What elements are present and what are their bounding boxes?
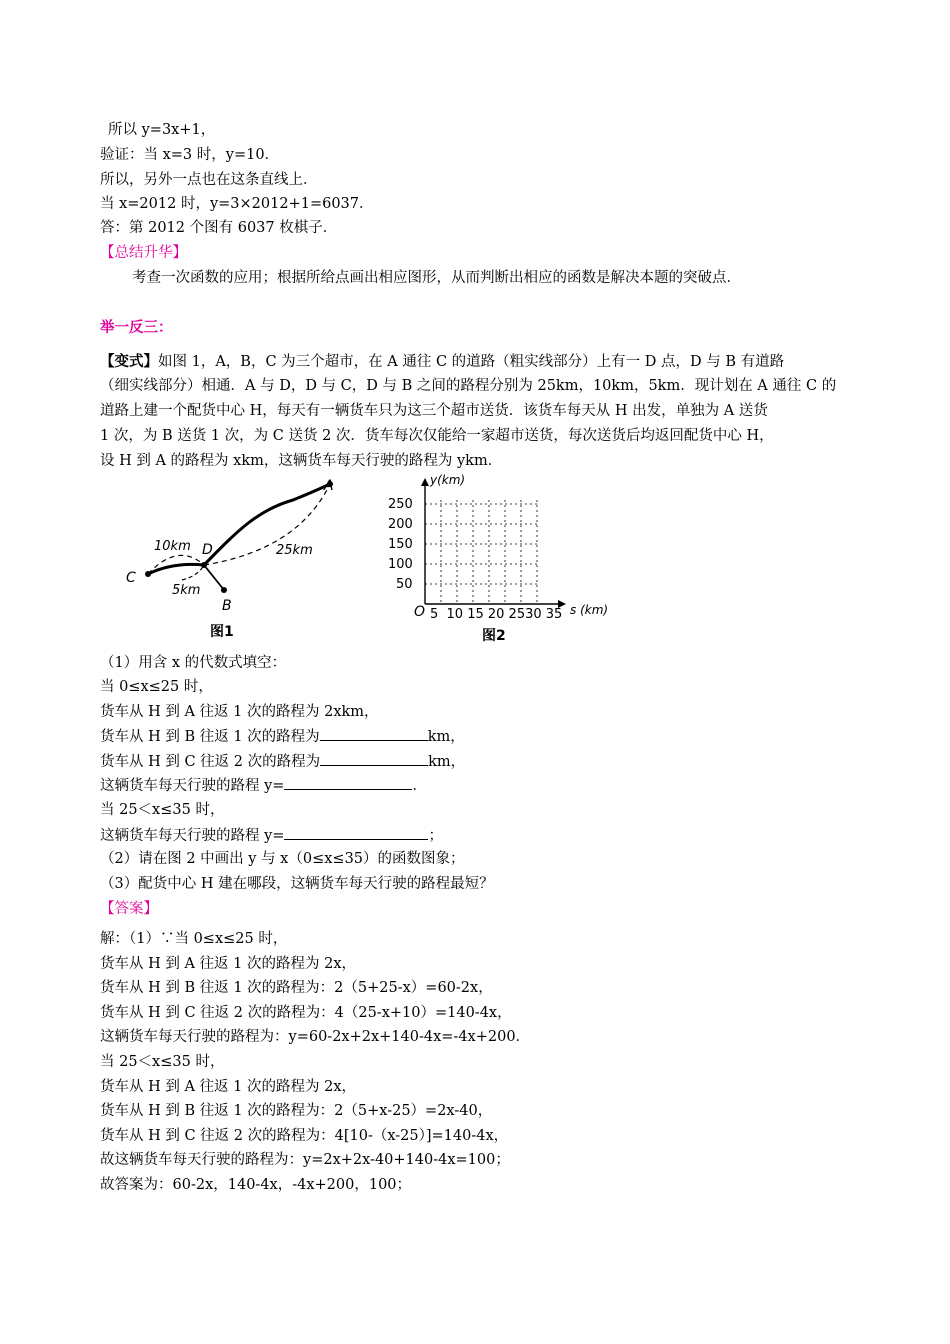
figure-1-road-map: [118, 470, 358, 650]
question-line: 货车从 H 到 A 往返 1 次的路程为 2xkm，: [100, 704, 379, 720]
x-tick-labels: 5 10 15 20 2530 35: [430, 607, 563, 622]
answer-blank[interactable]: [284, 775, 412, 790]
x-axis-label: s (km): [570, 603, 609, 617]
answer-line: 货车从 H 到 C 往返 2 次的路程为：4（25-x+10）=140-4x，: [100, 1005, 512, 1021]
y-axis-arrow: [421, 478, 429, 486]
y-tick-label: 200: [388, 517, 413, 532]
origin-label: O: [414, 604, 426, 620]
dist-ad-label: 25km: [276, 543, 313, 558]
answer-blank[interactable]: [320, 726, 428, 741]
solution-line: 验证：当 x=3 时，y=10．: [100, 147, 280, 163]
y-tick-label: 50: [396, 577, 413, 592]
figure-2-axes: [380, 470, 620, 650]
problem-line: 道路上建一个配货中心 H，每天有一辆货车只为这三个超市送货．该货车每天从 H 出发，单独为 A 送货: [100, 403, 768, 419]
figure-2-caption: 图2: [482, 628, 506, 644]
solution-line: 当 x=2012 时，y=3×2012+1=6037．: [100, 196, 374, 212]
problem-line: 设 H 到 A 的路程为 xkm，这辆货车每天行驶的路程为 ykm．: [100, 453, 503, 469]
answer-line: 货车从 H 到 C 往返 2 次的路程为：4[10-（x-25）]=140-4x，: [100, 1128, 509, 1144]
question-line: 当 0≤x≤25 时，: [100, 679, 213, 695]
y-tick-label: 100: [388, 557, 413, 572]
road-db: [204, 565, 224, 590]
problem-line: 【变式】如图 1，A，B，C 为三个超市，在 A 通往 C 的道路（粗实线部分）上有一 D 点，D 与 B 有道路: [100, 353, 785, 370]
grid: [425, 500, 538, 604]
answer-line: 货车从 H 到 B 往返 1 次的路程为：2（5+25-x）=60-2x，: [100, 980, 493, 996]
label-d: D: [202, 542, 213, 558]
problem-line: 1 次，为 B 送货 1 次，为 C 送货 2 次．货车每次仅能给一家超市送货，每次送货后均返回配货中心 H，: [100, 428, 774, 444]
figure-1-caption: 图1: [210, 624, 234, 640]
answer-line: 这辆货车每天行驶的路程为：y=60-2x+2x+140-4x=-4x+200．: [100, 1029, 531, 1045]
answer-line: 故答案为：60-2x，140-4x，-4x+200，100；: [100, 1177, 412, 1193]
summary-heading: 【总结升华】: [100, 245, 187, 261]
answer-line: 当 25＜x≤35 时，: [100, 1054, 225, 1070]
answer-line: 故这辆货车每天行驶的路程为：y=2x+2x-40+140-4x=100；: [100, 1152, 510, 1168]
question-2: （2）请在图 2 中画出 y 与 x（0≤x≤35）的函数图象；: [100, 851, 465, 867]
y-tick-label: 150: [388, 537, 413, 552]
answer-heading: 【答案】: [100, 901, 158, 917]
question-3: （3）配货中心 H 建在哪段，这辆货车每天行驶的路程最短？: [100, 876, 494, 892]
y-tick-label: 250: [388, 497, 413, 512]
question-line: 货车从 H 到 C 往返 2 次的路程为 km，: [100, 751, 465, 772]
solution-line: 所以 y=3x+1，: [108, 122, 216, 138]
dist-dc-label: 10km: [154, 539, 191, 554]
answer-line: 货车从 H 到 B 往返 1 次的路程为：2（5+x-25）=2x-40，: [100, 1103, 493, 1119]
solution-line: 所以，另外一点也在这条直线上．: [100, 172, 318, 188]
point-c: [145, 571, 151, 577]
question-line: 这辆货车每天行驶的路程 y= ．: [100, 775, 427, 796]
label-c: C: [126, 570, 136, 586]
section-heading: 举一反三：: [100, 319, 173, 336]
label-a: A: [324, 478, 334, 494]
question-1: （1）用含 x 的代数式填空：: [100, 655, 287, 671]
dash-db: [182, 565, 204, 580]
y-axis-label: y(km): [430, 473, 466, 487]
label-b: B: [222, 598, 232, 614]
problem-line: （细实线部分）相通．A 与 D，D 与 C，D 与 B 之间的路程分别为 25km，10km，5km．现计划在 A 通往 C 的: [100, 378, 837, 394]
answer-line: 解：（1）∵当 0≤x≤25 时，: [100, 931, 288, 947]
road-ac: [148, 484, 330, 574]
question-line: 货车从 H 到 B 往返 1 次的路程为 km，: [100, 726, 465, 747]
solution-line: 答：第 2012 个图有 6037 枚棋子．: [100, 220, 338, 236]
point-d: [201, 562, 207, 568]
question-line: 这辆货车每天行驶的路程 y= ；: [100, 825, 443, 846]
dist-db-label: 5km: [172, 583, 201, 598]
problem-tag: 【变式】: [100, 353, 158, 370]
question-line: 当 25＜x≤35 时，: [100, 802, 225, 818]
answer-blank[interactable]: [320, 751, 428, 766]
answer-line: 货车从 H 到 A 往返 1 次的路程为 2x，: [100, 956, 357, 972]
answer-line: 货车从 H 到 A 往返 1 次的路程为 2x，: [100, 1079, 357, 1095]
summary-text: 考查一次函数的应用；根据所给点画出相应图形，从而判断出相应的函数是解决本题的突破点．: [132, 270, 741, 286]
point-b: [221, 587, 227, 593]
answer-blank[interactable]: [284, 825, 428, 840]
